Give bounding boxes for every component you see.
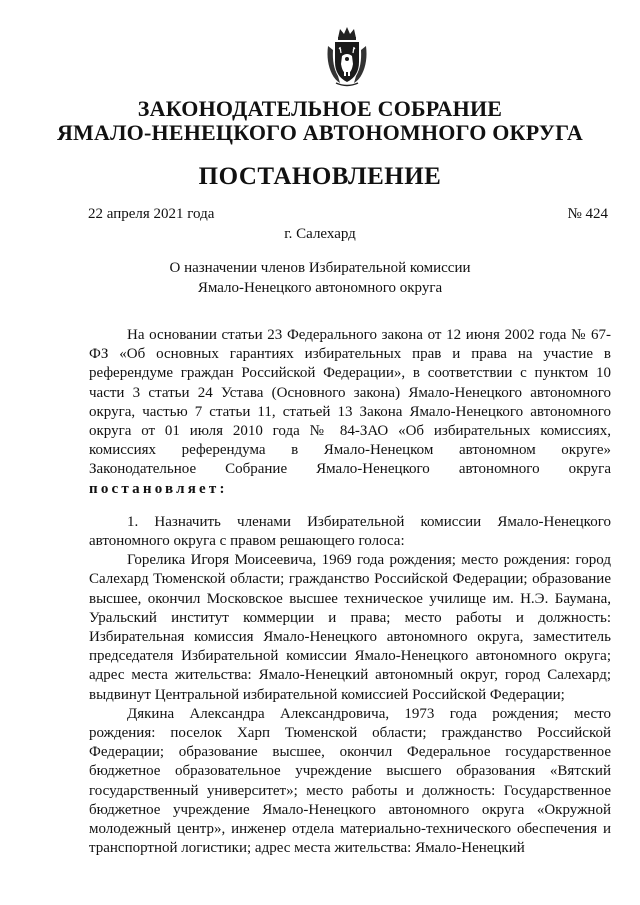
document-subject — [0, 258, 640, 298]
document-type-title: ПОСТАНОВЛЕНИЕ — [198, 163, 442, 190]
member-paragraph-1: Горелика Игоря Моисеевича, 1969 года рождения; место рождения: город Салехард Тюменской области; гражданство Российской Федерации; образование высшее, окончил Московское высшее техническое училище им. Н.Э. Баумана, Уральский институт коммерции и права; место работы и должность: Избирательная комиссия Ямало-Ненецкого автономного округа, заместитель председателя Избирательной комиссии Ямало-Ненецкого автономного округа; адрес места жительства: Ямало-Ненецкий автономный округ, город Салехард; выдвинут Центральной избирательной комиссией Российской Федерации; — [89, 552, 611, 703]
organization-name-line2: ЯМАЛО-НЕНЕЦКОГО АВТОНОМНОГО ОКРУГА — [56, 120, 584, 145]
preamble-paragraph — [89, 326, 611, 499]
coat-of-arms-icon — [326, 26, 368, 88]
decree-word: постановляет: — [89, 480, 228, 497]
preamble-text: На основании статьи 23 Федерального закона от 12 июня 2002 года № 67-ФЗ «Об основных гарантиях избирательных прав и права на участие в референдуме граждан Российской Федерации», в соответствии с пунктом 10 части 3 статьи 24 Устава (Основного закона) Ямало-Ненецкого автономного округа, частью 7 статьи 11, статьей 13 Закона Ямало-Ненецкого автономного округа от 01 июля 2010 года № 84-ЗАО «Об избирательных комиссиях, комиссиях референдума в Ямало-Ненецком автономном округе» Законодательное Собрание Ямало-Ненецкого автономного округа — [89, 327, 611, 478]
document-body — [89, 326, 611, 858]
document-city: г. Салехард — [284, 226, 356, 242]
document-number: № 424 — [567, 206, 608, 222]
resolution-item-1: 1. Назначить членами Избирательной комиссии Ямало-Ненецкого автономного округа с правом решающего голоса: — [89, 513, 611, 550]
document-date: 22 апреля 2021 года — [88, 206, 215, 222]
organization-name-line1: ЗАКОНОДАТЕЛЬНОЕ СОБРАНИЕ — [137, 96, 503, 121]
subject-line1: О назначении членов Избирательной комиссии — [169, 260, 471, 276]
member-paragraph-2: Дякина Александра Александровича, 1973 года рождения; место рождения: поселок Харп Тюменской области; гражданство Российской Федерации; образование высшее, окончил Федеральное государственное бюджетное образовательное учреждение высшего образования «Вятский государственный университет»; место работы и должность: Государственное бюджетное учреждение Ямало-Ненецкого автономного округа «Окружной молодежный центр», инженер отдела материально-технического обеспечения и транспортной логистики; адрес места жительства: Ямало-Ненецкий — [89, 705, 611, 857]
subject-line2: Ямало-Ненецкого автономного округа — [197, 280, 443, 296]
